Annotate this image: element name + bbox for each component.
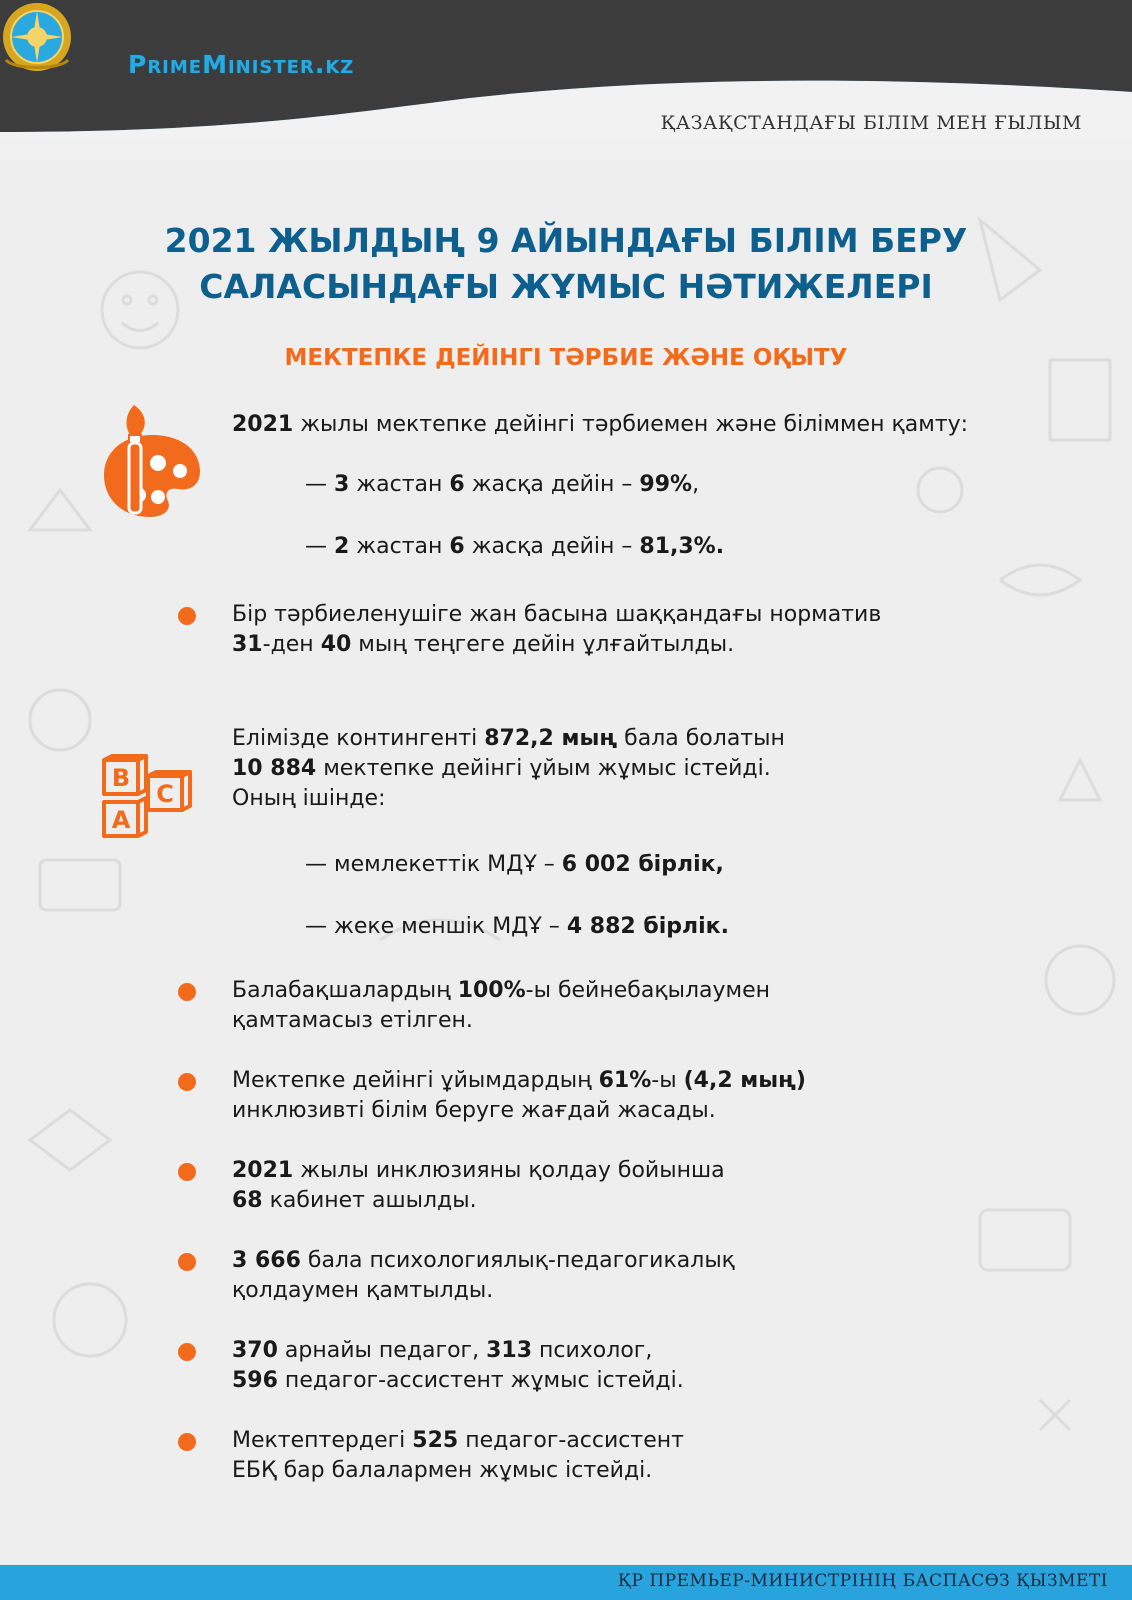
title-line-1: 2021 ЖЫЛДЫҢ 9 АЙЫНДАҒЫ БІЛІМ БЕРУ [164,221,968,260]
coverage-heading [232,410,968,440]
list-item [232,1426,684,1486]
coverage-row1-to: 6 [449,472,465,497]
bullet-dot [178,1343,196,1361]
item-text: кабинет ашылды. [262,1188,477,1213]
header-background [0,0,1132,170]
item-line [232,1066,806,1096]
abc-blocks-icon [100,754,196,844]
item-text: Мектептердегі [232,1428,413,1453]
item-value: 61% [598,1068,652,1093]
item-value: 3 666 [232,1248,301,1273]
item-value: 525 [412,1428,459,1453]
orgs-p1: Елімізде контингенті [232,726,485,751]
coverage-row-3-6 [305,470,699,500]
item-value: 370 [232,1338,278,1363]
item-value: 596 [232,1368,278,1393]
item-line-2: ЕБҚ бар балалармен жұмыс істейді. [232,1458,653,1483]
item-value: 100% [457,978,526,1003]
item-line-2 [232,1366,684,1396]
list-item [232,1246,735,1306]
bullet-dot [178,1253,196,1271]
item-line [232,1156,725,1186]
item-line-2: қолдаумен қамтылды. [232,1278,494,1303]
norm-to: 40 [320,632,352,657]
orgs-state-value: 6 002 бірлік, [561,852,724,877]
list-item [232,1066,806,1126]
orgs-text [232,724,785,814]
item-text: бала психологиялық-педагогикалық [300,1248,735,1273]
list-item [232,976,770,1036]
orgs-private-row [305,912,729,942]
item-text: Мектепке дейінгі ұйымдардың [232,1068,599,1093]
item-text: -ы [651,1068,684,1093]
list-item [232,1156,725,1216]
item-text: педагог-ассистент жұмыс істейді. [277,1368,684,1393]
norm-line-2 [232,630,881,660]
title-line-2: САЛАСЫНДАҒЫ ЖҰМЫС НӘТИЖЕЛЕРІ [199,267,933,306]
coverage-row2-dash: — [305,534,334,559]
coverage-lead: жылы мектепке дейінгі тәрбиемен және біліммен қамту: [293,412,969,437]
item-text: жылы инклюзияны қолдау бойынша [293,1158,725,1183]
norm-line-1: Бір тәрбиеленушіге жан басына шаққандағы норматив [232,602,882,627]
list-item [232,1336,684,1396]
item-line-2: инклюзивті білім беруге жағдай жасады. [232,1098,716,1123]
bullet-dot [178,983,196,1001]
bullet-dot [178,1073,196,1091]
orgs-line-1 [232,724,785,754]
coverage-row2-mid: жастан [349,534,450,559]
page-title [0,218,1132,310]
footer-credit: ҚР ПРЕМЬЕР-МИНИСТРІНІҢ БАСПАСӨЗ ҚЫЗМЕТІ [617,1571,1108,1591]
kazakhstan-emblem-icon [0,0,74,74]
coverage-row1-dash: — [305,472,334,497]
bullet-dot [178,1433,196,1451]
item-text: арнайы педагог, [277,1338,487,1363]
block-letter-a: A [111,806,131,834]
orgs-kids: 872,2 мың [484,726,618,751]
item-value: 68 [232,1188,263,1213]
coverage-row-2-6 [305,532,724,562]
orgs-p3: мектепке дейінгі ұйым жұмыс істейді. [316,756,771,781]
orgs-state-label: — мемлекеттік МДҰ – [305,852,562,877]
orgs-line-2 [232,754,785,784]
coverage-row2-from: 2 [334,534,350,559]
coverage-row1-from: 3 [334,472,350,497]
norm-mid: -ден [262,632,321,657]
norm-end: мың теңгеге дейін ұлғайтылды. [351,632,735,657]
item-value: (4,2 мың) [683,1068,806,1093]
header [0,0,1132,170]
item-text: педагог-ассистент [458,1428,684,1453]
coverage-row1-end: , [692,472,700,497]
norm-text [232,600,881,660]
coverage-row1-mid: жастан [349,472,450,497]
coverage-row2-tail: жасқа дейін – [464,534,640,559]
item-line [232,976,770,1006]
item-text: Балабақшалардың [232,978,458,1003]
bullet-dot [178,607,196,625]
coverage-row1-value: 99% [639,472,693,497]
bullet-dot [178,1163,196,1181]
orgs-private-value: 4 882 бірлік. [566,914,729,939]
coverage-row2-value: 81,3%. [639,534,725,559]
item-line-2: қамтамасыз етілген. [232,1008,473,1033]
orgs-private-label: — жеке меншік МДҰ – [305,914,567,939]
section-subtitle: МЕКТЕПКЕ ДЕЙІНГІ ТӘРБИЕ ЖӘНЕ ОҚЫТУ [284,345,848,371]
item-line [232,1336,684,1366]
orgs-line-3: Оның ішінде: [232,786,386,811]
orgs-p2: бала болатын [617,726,785,751]
coverage-row1-tail: жасқа дейін – [464,472,640,497]
block-letter-c: C [156,780,174,808]
palette-brush-icon [100,405,204,521]
section-label: ҚАЗАҚСТАНДАҒЫ БІЛІМ МЕН ҒЫЛЫМ [660,112,1082,134]
block-letter-b: B [111,764,131,792]
item-value: 313 [486,1338,533,1363]
orgs-state-row [305,850,724,880]
item-value: 2021 [232,1158,294,1183]
brand-logo-text[interactable]: PrimeMinister.kz [128,50,355,79]
orgs-count: 10 884 [232,756,317,781]
norm-from: 31 [232,632,263,657]
item-text: -ы бейнебақылаумен [525,978,771,1003]
item-line [232,1426,684,1456]
item-text: психолог, [532,1338,653,1363]
item-line-2 [232,1186,725,1216]
item-line [232,1246,735,1276]
coverage-year: 2021 [232,412,294,437]
coverage-row2-to: 6 [449,534,465,559]
